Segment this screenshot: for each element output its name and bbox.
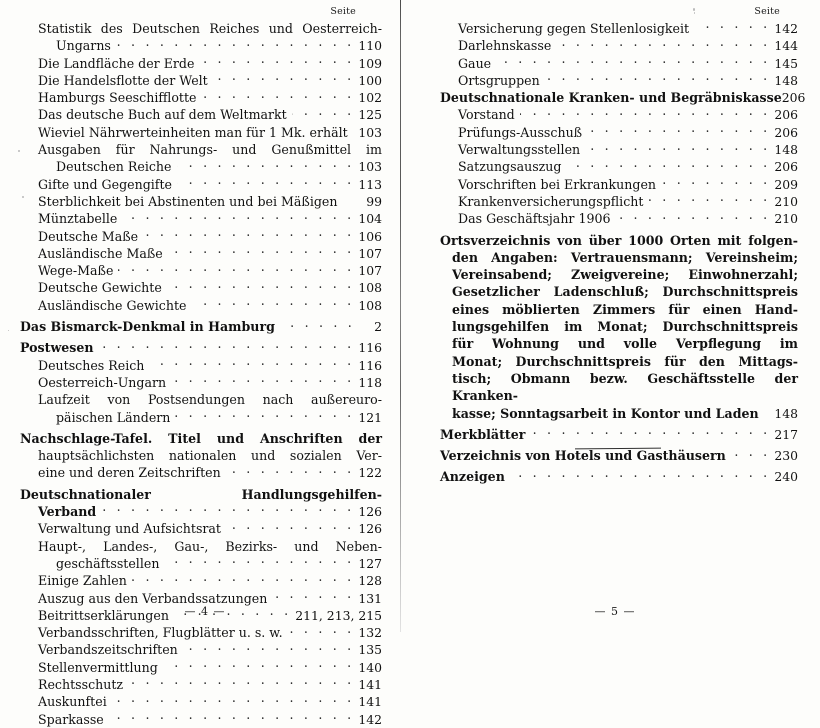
toc-entry-page-number: 148 xyxy=(774,72,798,88)
toc-entry-page-number: 230 xyxy=(774,448,798,464)
scan-speck xyxy=(18,150,20,152)
toc-entry-label: Deutschnationale Kranken- und Begräbniskasse xyxy=(440,90,782,106)
toc-entry[interactable] xyxy=(20,711,382,728)
leader-dots xyxy=(585,141,770,154)
toc-entry[interactable] xyxy=(20,141,382,176)
leader-dots xyxy=(616,211,771,224)
toc-entry[interactable] xyxy=(440,20,798,37)
toc-entry-page-number: 99 xyxy=(366,193,382,209)
leader-dots xyxy=(530,426,770,439)
toc-entry[interactable] xyxy=(440,447,798,464)
toc-entry-page-number: 210 xyxy=(774,211,798,227)
toc-entry-label: Verzeichnis von Hotels und Gasthäusern xyxy=(440,448,726,464)
toc-entry[interactable] xyxy=(20,357,382,374)
toc-entry-page-number: 144 xyxy=(774,38,798,54)
toc-paragraph-line: Gesetzlicher Ladenschluß; Durchschnittspreis xyxy=(452,284,798,300)
toc-entry[interactable] xyxy=(440,124,798,141)
leader-dots xyxy=(168,245,355,258)
toc-entry-label: Hamburgs Seeschifflotte xyxy=(38,90,197,106)
toc-entry-label: Verband xyxy=(38,504,97,520)
toc-entry[interactable] xyxy=(20,20,382,55)
toc-entry-page-number: 209 xyxy=(774,176,798,192)
scan-gutter-line xyxy=(400,0,401,632)
left-column-header-seite: Seite xyxy=(330,6,356,17)
leader-dots xyxy=(192,297,355,310)
leader-dots xyxy=(116,38,354,51)
toc-entry-label: Vorschriften bei Erkrankungen xyxy=(458,176,657,192)
toc-entry-label: Deutsches Reich xyxy=(38,357,145,373)
toc-entry-label: Sparkasse xyxy=(38,711,104,727)
leader-dots xyxy=(128,676,354,689)
toc-entry-page-number: 240 xyxy=(774,469,798,485)
toc-paragraph-line: Vereinsabend; Zweigvereine; Einwohnerzahl; xyxy=(452,267,798,283)
toc-entry[interactable] xyxy=(440,55,798,72)
toc-entry-page-number: 206 xyxy=(774,124,798,140)
leader-dots xyxy=(163,659,355,672)
right-column-header-seite: Seite xyxy=(754,6,780,17)
toc-paragraph-line: tisch; Obmann bezw. Geschäftsstelle der Kranken- xyxy=(452,370,798,404)
toc-entry-page-number: 135 xyxy=(358,642,382,658)
toc-entry[interactable] xyxy=(20,89,382,106)
toc-entry-label: geschäftsstellen xyxy=(56,555,160,571)
toc-entry-label: Vorstand xyxy=(458,107,515,123)
toc-entry[interactable] xyxy=(440,89,806,106)
right-page xyxy=(410,0,820,632)
scan-speck xyxy=(780,248,781,249)
leader-dots xyxy=(199,55,354,68)
scan-speck xyxy=(694,12,695,14)
leader-dots xyxy=(149,357,354,370)
toc-entry-page-number: 127 xyxy=(358,555,382,571)
leader-dots xyxy=(101,503,354,516)
toc-entry-page-number: 142 xyxy=(774,21,798,36)
left-toc-list xyxy=(20,20,382,728)
leader-dots xyxy=(99,340,355,353)
toc-entry-label: Statistik des Deutschen Reiches und Oesterreich- xyxy=(38,21,382,36)
toc-entry[interactable] xyxy=(440,426,798,443)
toc-entry-page-number: 103 xyxy=(358,159,382,175)
leader-dots xyxy=(112,694,355,707)
leader-dots xyxy=(118,263,354,276)
leader-dots xyxy=(556,38,770,51)
toc-entry-label: Krankenversicherungspflicht xyxy=(458,193,644,209)
leader-dots xyxy=(143,228,354,241)
leader-dots xyxy=(587,124,770,137)
toc-entry[interactable] xyxy=(440,210,798,227)
leader-dots xyxy=(183,642,355,655)
toc-entry-page-number: 118 xyxy=(358,374,382,390)
toc-entry-label: Auskunftei xyxy=(38,694,107,710)
toc-entry-page-number: 142 xyxy=(358,711,382,727)
toc-entry-page-number: 109 xyxy=(358,55,382,71)
toc-entry[interactable] xyxy=(440,176,798,193)
toc-entry-label: Merkblätter xyxy=(440,426,526,442)
toc-entry-label: Sterblichkeit bei Abstinenten und bei Mäßigen xyxy=(38,193,338,209)
leader-dots xyxy=(226,465,355,478)
toc-entry-label: Auszug aus den Verbandssatzungen xyxy=(38,590,268,606)
toc-entry-label: Das deutsche Buch auf dem Weltmarkt xyxy=(38,107,287,123)
toc-entry-page-number: 108 xyxy=(358,280,382,296)
toc-entry-label: Die Landfläche der Erde xyxy=(38,55,195,71)
toc-entry[interactable] xyxy=(20,318,382,335)
leader-dots xyxy=(648,193,770,206)
toc-entry-label: Ausländische Maße xyxy=(38,245,163,261)
toc-entry-page-number: 107 xyxy=(358,263,382,279)
toc-entry-page-number: 141 xyxy=(358,676,382,692)
scan-speck xyxy=(693,8,695,11)
toc-entry-page-number: 210 xyxy=(774,193,798,209)
toc-entry[interactable] xyxy=(20,279,382,296)
toc-entry-page-number: 116 xyxy=(358,357,382,373)
toc-entry-label: Beitrittserklärungen xyxy=(38,607,169,623)
toc-entry-label: Haupt-, Landes-, Gau-, Bezirks- und Neben- xyxy=(38,538,382,554)
toc-entry-page-number: 106 xyxy=(358,228,382,244)
toc-entry-page-number: 121 xyxy=(358,409,382,425)
toc-entry[interactable] xyxy=(20,124,382,141)
toc-entry[interactable] xyxy=(20,430,382,482)
toc-paragraph-entry[interactable] xyxy=(440,232,798,422)
toc-entry-page-number: 107 xyxy=(358,245,382,261)
toc-entry-label: Stellenvermittlung xyxy=(38,659,158,675)
toc-entry-page-number: 116 xyxy=(358,340,382,356)
toc-entry[interactable] xyxy=(440,72,798,89)
leader-dots xyxy=(177,176,354,189)
toc-entry-page-number: 102 xyxy=(358,90,382,106)
leader-dots xyxy=(661,176,770,189)
toc-entry-label: Verwaltung und Aufsichtsrat xyxy=(38,521,221,537)
toc-entry-page-number: 206 xyxy=(774,159,798,175)
leader-dots xyxy=(496,55,770,68)
leader-dots xyxy=(164,555,354,568)
toc-entry-label: Laufzeit von Postsendungen nach außereuro- xyxy=(38,392,382,408)
toc-entry[interactable] xyxy=(20,676,382,693)
toc-entry-page-number: 217 xyxy=(774,426,798,442)
toc-entry-label: Das Geschäftsjahr 1906 xyxy=(458,211,611,227)
toc-entry-page-number: 110 xyxy=(358,38,382,54)
leader-dots xyxy=(292,107,355,120)
toc-entry[interactable] xyxy=(440,141,798,158)
toc-entry-page-number: 148 xyxy=(774,142,798,158)
toc-entry-label: Prüfungs-Ausschuß xyxy=(458,124,583,140)
toc-entry-label: Wege-Maße xyxy=(38,263,114,279)
toc-entry[interactable] xyxy=(20,486,382,521)
leader-dots xyxy=(177,159,355,172)
toc-entry-page-number: 113 xyxy=(358,176,382,192)
toc-entry-label: Die Handelsflotte der Welt xyxy=(38,72,208,88)
toc-entry-page-number: 122 xyxy=(358,465,382,481)
toc-entry-label: eine und deren Zeitschriften xyxy=(38,465,221,481)
toc-entry-label: Deutsche Gewichte xyxy=(38,280,162,296)
toc-entry-label: Versicherung gegen Stellenlosigkeit xyxy=(458,21,690,36)
toc-entry-page-number: 104 xyxy=(358,211,382,227)
toc-entry-page-number: 211, 213, 215 xyxy=(295,607,382,623)
toc-paragraph-line: Ortsverzeichnis von über 1000 Orten mit folgen- xyxy=(440,232,798,248)
toc-entry[interactable] xyxy=(20,106,382,123)
toc-entry-label: Einige Zahlen xyxy=(38,573,127,589)
toc-entry-label: Rechtsschutz xyxy=(38,676,124,692)
toc-entry[interactable] xyxy=(20,572,382,589)
leader-dots xyxy=(510,469,770,482)
toc-entry[interactable] xyxy=(20,693,382,710)
toc-entry-label: Oesterreich-Ungarn xyxy=(38,374,167,390)
toc-entry[interactable] xyxy=(20,659,382,676)
toc-entry-page-number: 206 xyxy=(781,90,806,106)
toc-entry[interactable] xyxy=(440,106,798,123)
toc-entry-page-number: 126 xyxy=(358,504,382,520)
leader-dots xyxy=(132,573,355,586)
toc-entry[interactable] xyxy=(20,193,382,210)
toc-entry-label: Verwaltungsstellen xyxy=(458,142,581,158)
toc-entry-page-number: 126 xyxy=(358,521,382,537)
toc-entry[interactable] xyxy=(20,520,382,537)
toc-paragraph-line: den Angaben: Vertrauensmann; Vereinsheim; xyxy=(452,249,798,265)
toc-entry-label: Ausländische Gewichte xyxy=(38,297,187,313)
leader-dots xyxy=(226,521,354,534)
toc-entry-page-number: 141 xyxy=(358,694,382,710)
toc-entry[interactable] xyxy=(20,72,382,89)
right-folio: — 5 — xyxy=(594,605,636,618)
toc-entry-page-number: 108 xyxy=(358,297,382,313)
toc-entry[interactable] xyxy=(20,228,382,245)
toc-entry[interactable] xyxy=(20,245,382,262)
toc-entry[interactable] xyxy=(20,210,382,227)
leader-dots xyxy=(280,318,355,331)
toc-entry[interactable] xyxy=(440,37,798,54)
leader-dots xyxy=(122,211,354,224)
toc-entry-label: Deutsche Maße xyxy=(38,228,139,244)
toc-entry-page-number: 131 xyxy=(358,590,382,606)
scan-speck xyxy=(8,330,9,331)
toc-entry-label: Darlehnskasse xyxy=(458,38,552,54)
toc-entry-page-number: 103 xyxy=(358,124,382,140)
toc-entry[interactable] xyxy=(20,624,382,641)
leader-dots xyxy=(201,90,354,103)
toc-paragraph-line: Monat; Durchschnittspreis für den Mittags- xyxy=(452,353,798,369)
toc-entry-label: Deutschen Reiche xyxy=(56,159,172,175)
toc-entry-label: Ungarns xyxy=(56,38,111,54)
toc-entry[interactable] xyxy=(20,391,382,426)
leader-dots xyxy=(272,590,354,603)
toc-entry-label: Anzeigen xyxy=(440,469,505,485)
toc-entry[interactable] xyxy=(440,193,798,210)
leader-dots xyxy=(566,159,770,172)
toc-entry-label: päischen Ländern xyxy=(56,409,171,425)
scan-speck xyxy=(22,196,24,198)
toc-entry[interactable] xyxy=(20,176,382,193)
toc-paragraph-line: kasse; Sonntagsarbeit in Kontor und Laden xyxy=(452,405,759,421)
toc-entry[interactable] xyxy=(20,262,382,279)
toc-entry-label: hauptsächlichsten nationalen und sozialen Ver- xyxy=(38,448,382,464)
toc-entry-page-number: 145 xyxy=(774,55,798,71)
toc-entry-label: Ausgaben für Nahrungs- und Genußmittel im xyxy=(38,142,382,158)
toc-entry-label: Postwesen xyxy=(20,340,94,356)
toc-paragraph-line: für Wohnung und volle Verpflegung im xyxy=(452,336,798,352)
toc-entry-page-number: 125 xyxy=(358,107,382,123)
toc-entry[interactable] xyxy=(20,55,382,72)
toc-entry-page-number: 100 xyxy=(358,72,382,88)
toc-entry[interactable] xyxy=(20,538,382,573)
leader-dots xyxy=(545,72,771,85)
left-page xyxy=(0,0,410,727)
toc-entry[interactable] xyxy=(20,297,382,314)
toc-entry[interactable] xyxy=(440,468,798,485)
toc-entry[interactable] xyxy=(20,339,382,356)
toc-entry-page-number: 206 xyxy=(774,107,798,123)
toc-entry-page-number: 2 xyxy=(374,319,382,335)
leader-dots xyxy=(520,107,771,120)
toc-entry-label: Münztabelle xyxy=(38,211,118,227)
leader-dots xyxy=(213,72,355,85)
toc-entry-page-number: 128 xyxy=(358,573,382,589)
toc-entry-page-number: 140 xyxy=(358,659,382,675)
toc-entry-label: Deutschnationaler Handlungsgehilfen- xyxy=(20,486,382,502)
toc-entry-label: Nachschlage-Tafel. Titel und Anschriften der xyxy=(20,430,382,446)
leader-dots xyxy=(175,409,354,422)
toc-entry-label: Verbandsschriften, Flugblätter u. s. w. xyxy=(38,625,283,641)
toc-entry-label: Ortsgruppen xyxy=(458,72,540,88)
leader-dots xyxy=(694,20,770,33)
toc-entry[interactable] xyxy=(20,641,382,658)
toc-paragraph-page-number: 148 xyxy=(774,405,798,421)
toc-entry-label: Satzungsauszug xyxy=(458,159,562,175)
toc-paragraph-line: eines möblierten Zimmers für einen Hand- xyxy=(452,301,798,317)
left-folio: — 4 — xyxy=(184,605,226,618)
toc-entry-label: Gaue xyxy=(458,55,492,71)
leader-dots xyxy=(731,448,771,461)
toc-entry-label: Gifte und Gegengifte xyxy=(38,176,172,192)
toc-paragraph-line: lungsgehilfen im Monat; Durchschnittspreis xyxy=(452,319,798,335)
leader-dots xyxy=(109,711,355,724)
toc-entry[interactable] xyxy=(20,374,382,391)
toc-entry-label: Verbandszeitschriften xyxy=(38,642,178,658)
leader-dots xyxy=(171,374,354,387)
leader-dots xyxy=(288,625,355,638)
toc-entry[interactable] xyxy=(440,158,798,175)
leader-dots xyxy=(167,280,355,293)
toc-entry-label: Das Bismarck-Denkmal in Hamburg xyxy=(20,319,275,335)
toc-entry-label: Wieviel Nährwerteinheiten man für 1 Mk. erhält xyxy=(38,124,348,140)
toc-entry-page-number: 132 xyxy=(358,625,382,641)
right-toc-list xyxy=(440,20,806,486)
